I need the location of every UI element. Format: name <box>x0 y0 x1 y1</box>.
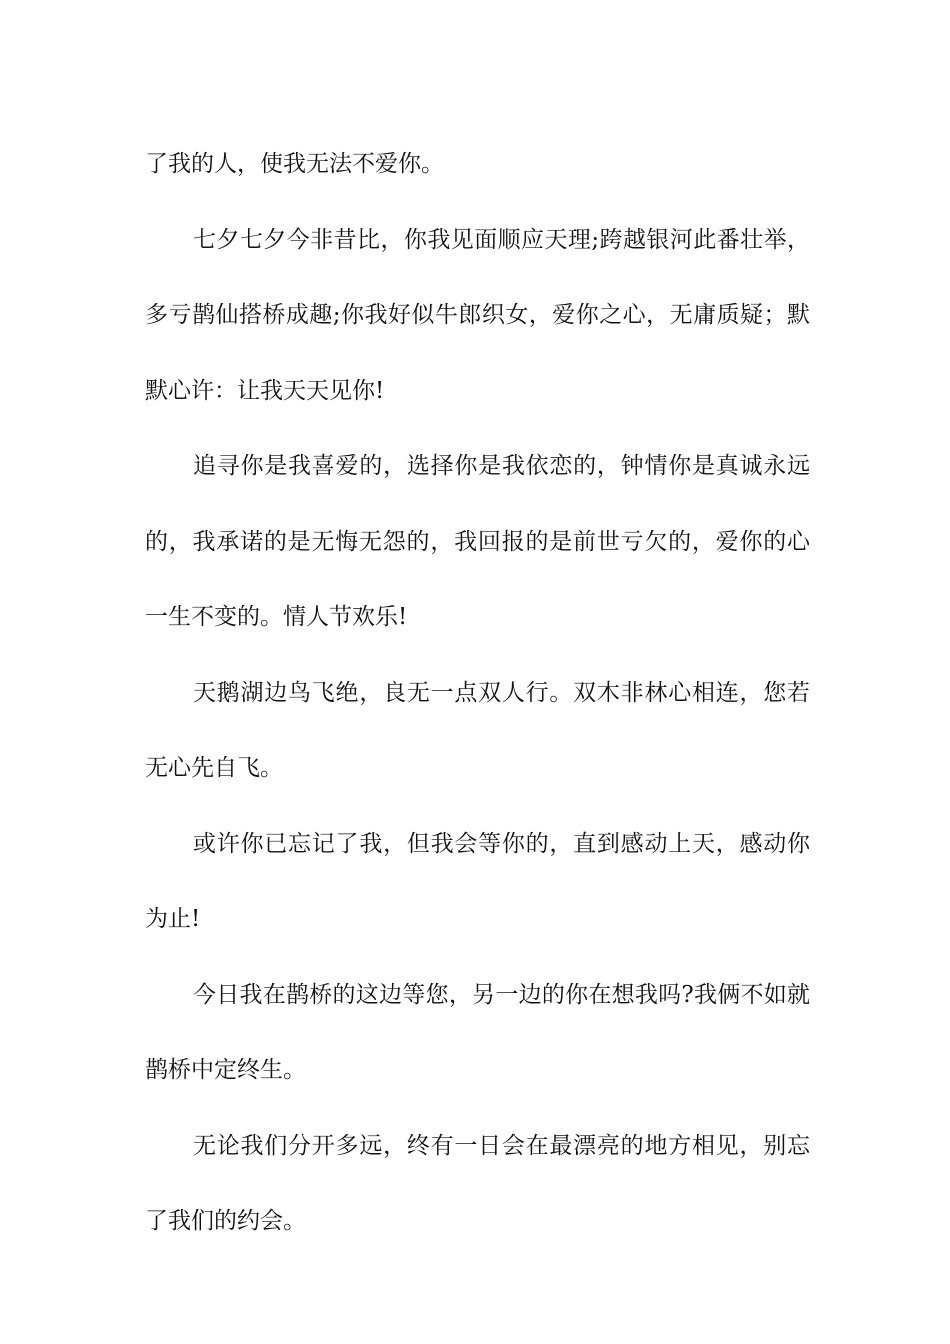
paragraph: 追寻你是我喜爱的，选择你是我依恋的，钟情你是真诚永远的，我承诺的是无悔无怨的，我回报的是前世亏欠的，爱你的心一生不变的。情人节欢乐! <box>145 453 810 630</box>
paragraph: 七夕七夕今非昔比，你我见面顺应天理;跨越银河此番壮举，多亏鹊仙搭桥成趣;你我好似牛郎织女，爱你之心，无庸质疑；默默心许：让我天天见你! <box>145 226 810 404</box>
paragraph: 无论我们分开多远，终有一日会在最漂亮的地方相见，别忘了我们的约会。 <box>145 1132 810 1234</box>
document-body <box>145 127 810 1260</box>
paragraph-continuation: 了我的人，使我无法不爱你。 <box>145 151 444 177</box>
paragraph: 天鹅湖边鸟飞绝，良无一点双人行。双木非林心相连，您若无心先自飞。 <box>145 679 810 781</box>
paragraph: 今日我在鹊桥的这边等您，另一边的你在想我吗?我俩不如就鹊桥中定终生。 <box>145 981 810 1083</box>
paragraph: 或许你已忘记了我，但我会等你的，直到感动上天，感动你为止! <box>145 830 810 932</box>
